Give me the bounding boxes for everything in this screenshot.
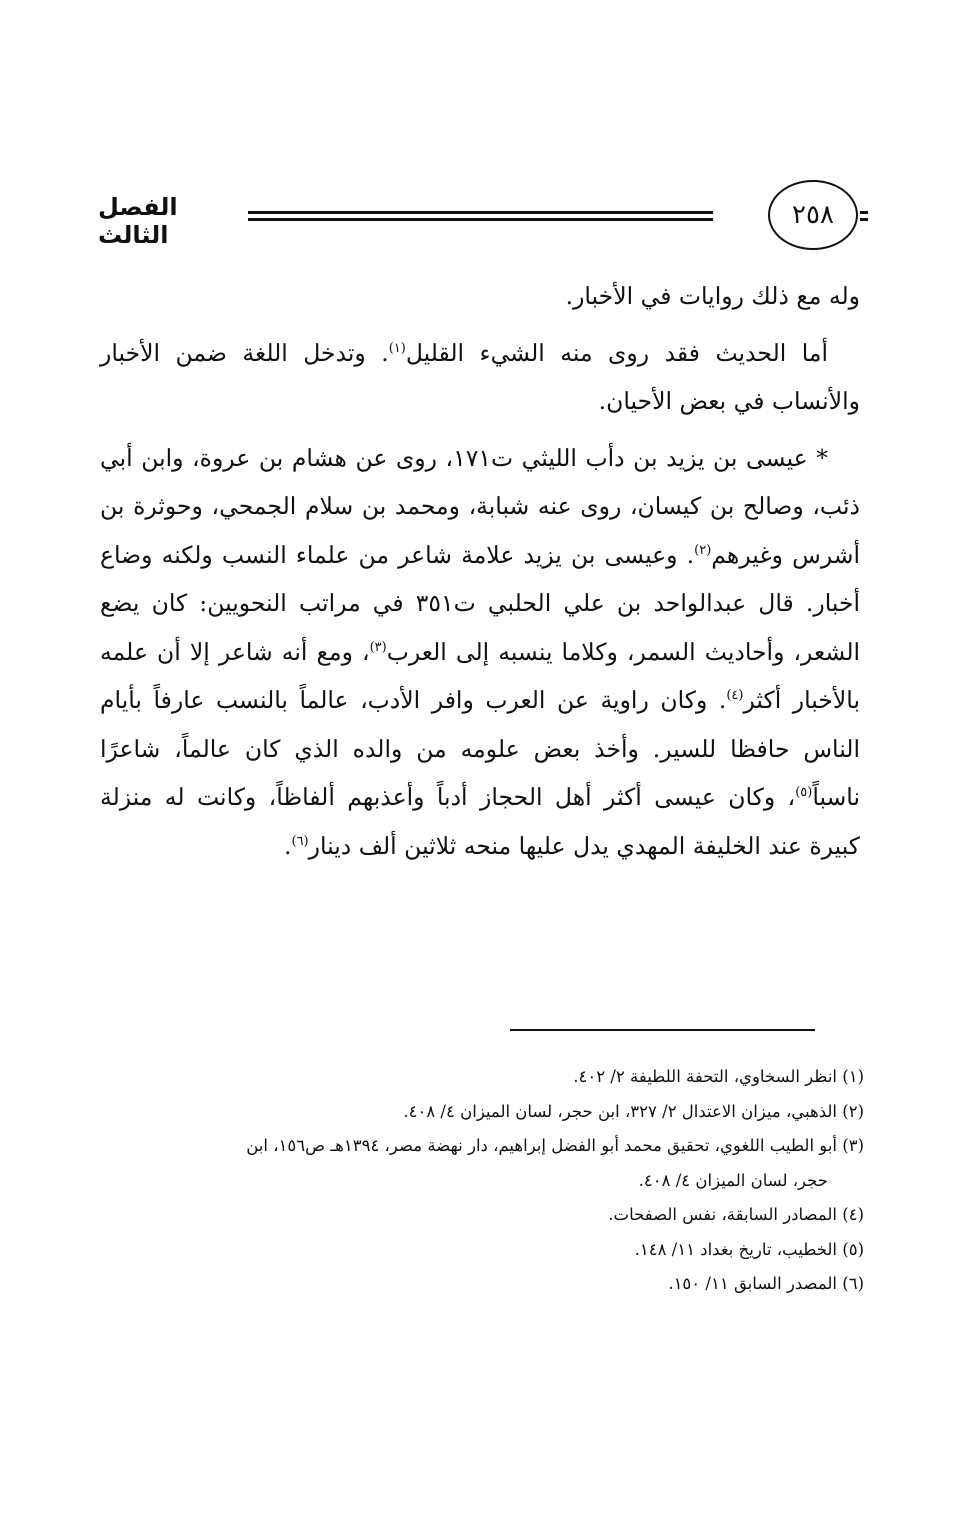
footnote-ref-6: (٦) xyxy=(291,833,309,849)
footnote-1: (١) انظر السخاوي، التحفة اللطيفة ٢/ ٤٠٢. xyxy=(573,1067,864,1086)
footnotes xyxy=(99,1060,864,1302)
paragraph-3-text-c: ، ومع أنه شاعر إلا أن علمه بالأخبار أكثر xyxy=(100,637,860,714)
page-number: ٢٥٨ xyxy=(768,180,858,250)
header-rule-right-bottom xyxy=(860,218,868,221)
footnote-2: (٢) الذهبي، ميزان الاعتدال ٢/ ٣٢٧، ابن حجر، لسان الميزان ٤/ ٤٠٨. xyxy=(403,1101,864,1121)
paragraph-1 xyxy=(100,272,860,321)
header-rule-bottom xyxy=(248,218,713,221)
paragraph-3 xyxy=(100,434,860,871)
page-header xyxy=(98,180,868,250)
footnote-4: (٤) المصادر السابقة، نفس الصفحات. xyxy=(608,1205,864,1224)
paragraph-3-text-d: . وكان راوية عن العرب وافر الأدب، عالماً بالنسب عارفاً بأيام الناس حافظا للسير. وأخذ بعض علومه من والده الذي كان عالماً، شاعرًا ناسباً xyxy=(100,686,860,811)
paragraph-3-text-e: ، وكان عيسى أكثر أهل الحجاز أدباً وأعذبهم ألفاظاً، وكانت له منزلة كبيرة عند الخليفة المهدي يدل عليها منحه ثلاثين ألف دينار xyxy=(100,783,860,860)
footnote-ref-5: (٥) xyxy=(795,785,813,801)
footnote-3-continued: حجر، لسان الميزان ٤/ ٤٠٨. xyxy=(638,1170,828,1190)
footnote-ref-2: (٢) xyxy=(694,542,712,558)
paragraph-2-text-b: . وتدخل اللغة ضمن الأخبار والأنساب في بعض الأحيان. xyxy=(100,338,860,415)
paragraph-2 xyxy=(100,329,860,426)
footnote-ref-4: (٤) xyxy=(726,688,744,704)
paragraph-3-text-f: . xyxy=(284,831,292,860)
paragraph-3-text-a: * عيسى بن يزيد بن دأب الليثي ت١٧١، روى عن هشام بن عروة، وابن أبي ذئب، وصالح بن كيسان، روى عنه شبابة، ومحمد بن سلام الجمحي، وحوثرة بن أشرس وغيرهم xyxy=(100,443,861,569)
footnote-6: (٦) المصدر السابق ١١/ ١٥٠. xyxy=(668,1274,864,1293)
footnote-separator xyxy=(510,1029,815,1031)
main-text xyxy=(100,272,860,870)
paragraph-2-text-a: أما الحديث فقد روى منه الشيء القليل xyxy=(405,338,828,367)
chapter-title: الفصل الثالث xyxy=(98,193,178,249)
paragraph-3-text-b: . وعيسى بن يزيد علامة شاعر من علماء النسب ولكنه وضاع أخبار. قال عبدالواحد بن علي الحلبي ت٣٥١ في مراتب النحويين: كان يضع الشعر، وأحاديث السمر، وكلاما ينسبه إلى العرب xyxy=(100,540,861,666)
footnote-ref-1: (١) xyxy=(388,340,406,356)
paragraph-1-text: وله مع ذلك روايات في الأخبار. xyxy=(565,282,860,310)
footnote-ref-3: (٣) xyxy=(369,639,387,655)
footnote-5: (٥) الخطيب، تاريخ بغداد ١١/ ١٤٨. xyxy=(634,1239,864,1259)
header-rule-right-top xyxy=(860,211,868,214)
header-rule-top xyxy=(248,211,713,214)
footnote-3: (٣) أبو الطيب اللغوي، تحقيق محمد أبو الفضل إبراهيم، دار نهضة مصر، ١٣٩٤هـ ص١٥٦، ابن xyxy=(246,1136,864,1155)
